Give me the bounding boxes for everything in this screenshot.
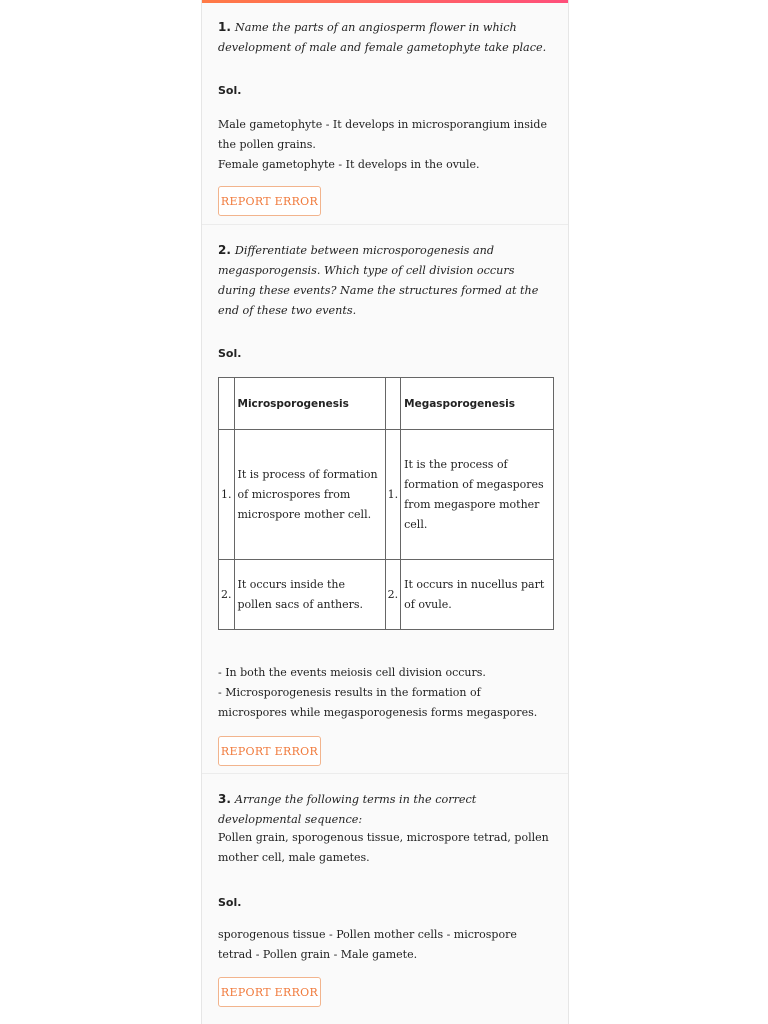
question-number: 2. <box>218 243 231 257</box>
answer-line: Female gametophyte - It develops in the ovule. <box>218 158 480 171</box>
content-column <box>201 0 569 1024</box>
question-text <box>218 17 552 58</box>
question-block-3 <box>202 773 568 1024</box>
table-row <box>219 560 554 630</box>
question-number: 3. <box>218 792 231 806</box>
table-header-row <box>219 378 554 430</box>
sol-label: Sol. <box>218 896 242 909</box>
question-text <box>218 240 552 321</box>
table-cell: 1. <box>385 430 401 560</box>
answer-line: - Microsporogenesis results in the formation of microspores while megasporogenesis forms megaspores. <box>218 686 538 719</box>
question-body: Name the parts of an angiosperm flower in which development of male and female gametophyte take place. <box>218 21 547 54</box>
table-cell: 1. <box>219 430 235 560</box>
question-block-1 <box>202 0 568 224</box>
table-cell <box>385 378 401 430</box>
question-body: Differentiate between microsporogenesis and megasporogensis. Which type of cell division occurs during these events? Name the structures formed at the end of these two events. <box>218 244 539 317</box>
table-cell: 2. <box>385 560 401 630</box>
report-error-button[interactable]: REPORT ERROR <box>218 977 321 1007</box>
table-cell: It occurs in nucellus part of ovule. <box>401 560 554 630</box>
table-row <box>219 430 554 560</box>
answer <box>218 115 552 175</box>
answer-line: sporogenous tissue - Pollen mother cells - microspore tetrad - Pollen grain - Male gamete. <box>218 928 517 961</box>
answer <box>218 663 552 723</box>
table-header: Megasporogenesis <box>401 378 554 430</box>
question-block-2 <box>202 224 568 773</box>
table-cell <box>219 378 235 430</box>
answer-line: Male gametophyte - It develops in microsporangium inside the pollen grains. <box>218 118 547 151</box>
question-terms: Pollen grain, sporogenous tissue, microspore tetrad, pollen mother cell, male gametes. <box>218 831 549 864</box>
table-cell: It occurs inside the pollen sacs of anthers. <box>234 560 385 630</box>
answer <box>218 925 552 965</box>
sol-label: Sol. <box>218 347 242 360</box>
question-text <box>218 789 552 830</box>
comparison-table <box>218 377 554 630</box>
table-cell: 2. <box>219 560 235 630</box>
table-header: Microsporogenesis <box>234 378 385 430</box>
report-error-button[interactable]: REPORT ERROR <box>218 186 321 216</box>
table-cell: It is process of formation of microspores from microspore mother cell. <box>234 430 385 560</box>
answer-line: - In both the events meiosis cell division occurs. <box>218 666 486 679</box>
sol-label: Sol. <box>218 84 242 97</box>
table-cell: It is the process of formation of megaspores from megaspore mother cell. <box>401 430 554 560</box>
question-body: Arrange the following terms in the correct developmental sequence: <box>218 793 477 826</box>
report-error-button[interactable]: REPORT ERROR <box>218 736 321 766</box>
question-number: 1. <box>218 20 231 34</box>
